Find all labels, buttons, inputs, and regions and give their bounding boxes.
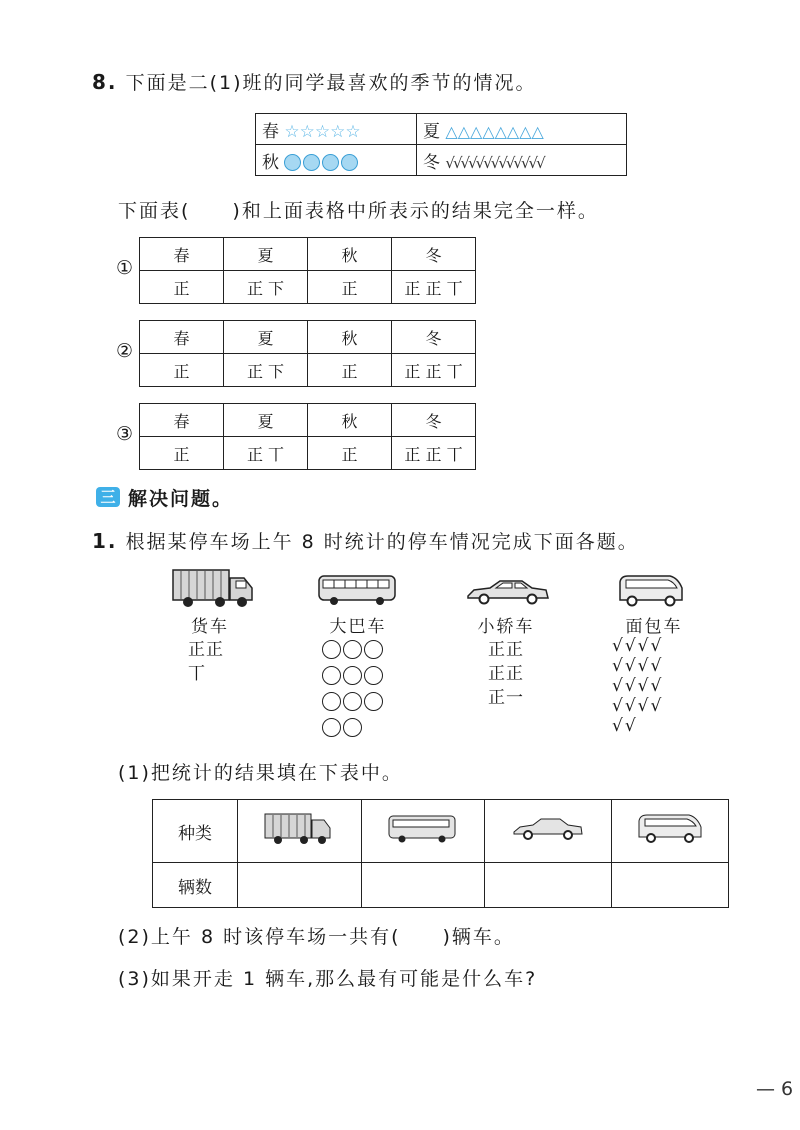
vehicle-label-bus: 大巴车 xyxy=(329,617,387,637)
option-table xyxy=(139,237,476,304)
sub-question-3: (3)如果开走 1 辆车,那么最有可能是什么车? xyxy=(118,968,538,990)
season-header: 夏 xyxy=(224,404,308,437)
tally-circle-icon xyxy=(343,666,362,685)
bus-icon xyxy=(388,814,458,844)
question-prompt: 下面是二(1)班的同学最喜欢的季节的情况。 xyxy=(125,72,537,94)
option-number[interactable]: ① xyxy=(116,257,134,279)
tally-cell: 正 xyxy=(308,354,392,387)
choice-prompt: 下面表( )和上面表格中所表示的结果完全一样。 xyxy=(118,200,599,222)
check-row: √√√√ xyxy=(612,696,664,716)
kind-car xyxy=(485,800,612,863)
circle-icons xyxy=(284,153,360,173)
vehicle-label-van: 面包车 xyxy=(625,617,683,637)
tally-cell: 正 xyxy=(308,271,392,304)
triangle-icons: △△△△△△△△ xyxy=(445,121,544,141)
tally-circle-icon xyxy=(343,640,362,659)
autumn-label: 秋 xyxy=(262,152,279,173)
tally-cell: 正 xyxy=(140,271,224,304)
question-number: 1. xyxy=(92,529,118,553)
season-header: 秋 xyxy=(308,238,392,271)
season-header: 秋 xyxy=(308,404,392,437)
check-row: √√√√ xyxy=(612,636,664,656)
page-number: — 6 xyxy=(756,1078,794,1100)
section-title: 解决问题。 xyxy=(128,488,234,510)
truck-icon xyxy=(264,812,334,846)
count-cell-car[interactable] xyxy=(485,863,612,908)
circle-icon xyxy=(284,154,301,171)
car-icon xyxy=(512,816,584,842)
spring-label: 春 xyxy=(262,121,279,142)
truck-tally: 正正 丅 xyxy=(188,640,224,684)
question-number: 8. xyxy=(92,70,118,94)
sub-question-2: (2)上午 8 时该停车场一共有( )辆车。 xyxy=(118,926,515,948)
tally-cell: 正 xyxy=(140,437,224,470)
van-icon xyxy=(637,813,703,845)
vehicle-label-truck: 货车 xyxy=(191,617,229,637)
season-header: 夏 xyxy=(224,238,308,271)
autumn-cell xyxy=(256,145,417,176)
option-number[interactable]: ② xyxy=(116,340,134,362)
season-header: 春 xyxy=(140,321,224,354)
tally-circle-icon xyxy=(343,718,362,737)
tally-circle-icon xyxy=(364,666,383,685)
row-header-kind: 种类 xyxy=(153,800,238,863)
tally-cell: 正 正 丅 xyxy=(392,437,476,470)
question-1 xyxy=(92,527,639,554)
truck-icon xyxy=(172,568,256,610)
count-cell-van[interactable] xyxy=(612,863,729,908)
option-number[interactable]: ③ xyxy=(116,423,134,445)
season-header: 秋 xyxy=(308,321,392,354)
check-row: √√√√ xyxy=(612,676,664,696)
tally-circle-icon xyxy=(322,692,341,711)
star-icons: ☆☆☆☆☆ xyxy=(284,121,361,142)
question-prompt: 根据某停车场上午 8 时统计的停车情况完成下面各题。 xyxy=(125,531,639,553)
check-row: √√√√ xyxy=(612,656,664,676)
season-header: 春 xyxy=(140,404,224,437)
tally-cell: 正 xyxy=(308,437,392,470)
option-table xyxy=(139,320,476,387)
kind-truck xyxy=(238,800,362,863)
van-checks xyxy=(612,636,663,736)
season-header: 春 xyxy=(140,238,224,271)
van-icon xyxy=(618,574,684,608)
summer-label: 夏 xyxy=(423,121,440,142)
option-table xyxy=(139,403,476,470)
circle-icon xyxy=(341,154,358,171)
kind-van xyxy=(612,800,729,863)
spring-cell xyxy=(256,114,417,145)
count-cell-bus[interactable] xyxy=(361,863,485,908)
season-header: 冬 xyxy=(392,321,476,354)
result-table xyxy=(152,799,729,908)
car-icon xyxy=(466,578,550,606)
season-header: 冬 xyxy=(392,404,476,437)
tally-cell: 正 下 xyxy=(224,271,308,304)
row-header-count: 辆数 xyxy=(153,863,238,908)
tally-circle-icon xyxy=(364,640,383,659)
kind-bus xyxy=(361,800,485,863)
sub-question-1: (1)把统计的结果填在下表中。 xyxy=(118,762,403,784)
car-tally: 正正 正正 正一 xyxy=(488,640,524,708)
season-header: 夏 xyxy=(224,321,308,354)
summer-cell xyxy=(417,114,627,145)
question-8 xyxy=(92,68,536,95)
check-row: √√ xyxy=(612,716,638,736)
tally-circle-icon xyxy=(364,692,383,711)
tally-cell: 正 正 丅 xyxy=(392,271,476,304)
tally-circle-icon xyxy=(322,640,341,659)
winter-label: 冬 xyxy=(423,152,440,173)
tally-cell: 正 xyxy=(140,354,224,387)
section-icon: 三 xyxy=(96,487,120,507)
circle-icon xyxy=(322,154,339,171)
bus-icon xyxy=(318,574,398,606)
tally-cell: 正 丅 xyxy=(224,437,308,470)
bus-circles xyxy=(322,640,394,744)
tally-circle-icon xyxy=(322,718,341,737)
tally-circle-icon xyxy=(322,666,341,685)
tally-circle-icon xyxy=(343,692,362,711)
circle-icon xyxy=(303,154,320,171)
tally-cell: 正 下 xyxy=(224,354,308,387)
check-icons: √√√√√√√√√√√√√ xyxy=(445,153,544,172)
season-header: 冬 xyxy=(392,238,476,271)
vehicle-label-car: 小轿车 xyxy=(477,617,535,637)
season-table xyxy=(255,113,627,176)
winter-cell xyxy=(417,145,627,176)
tally-cell: 正 正 丅 xyxy=(392,354,476,387)
count-cell-truck[interactable] xyxy=(238,863,362,908)
